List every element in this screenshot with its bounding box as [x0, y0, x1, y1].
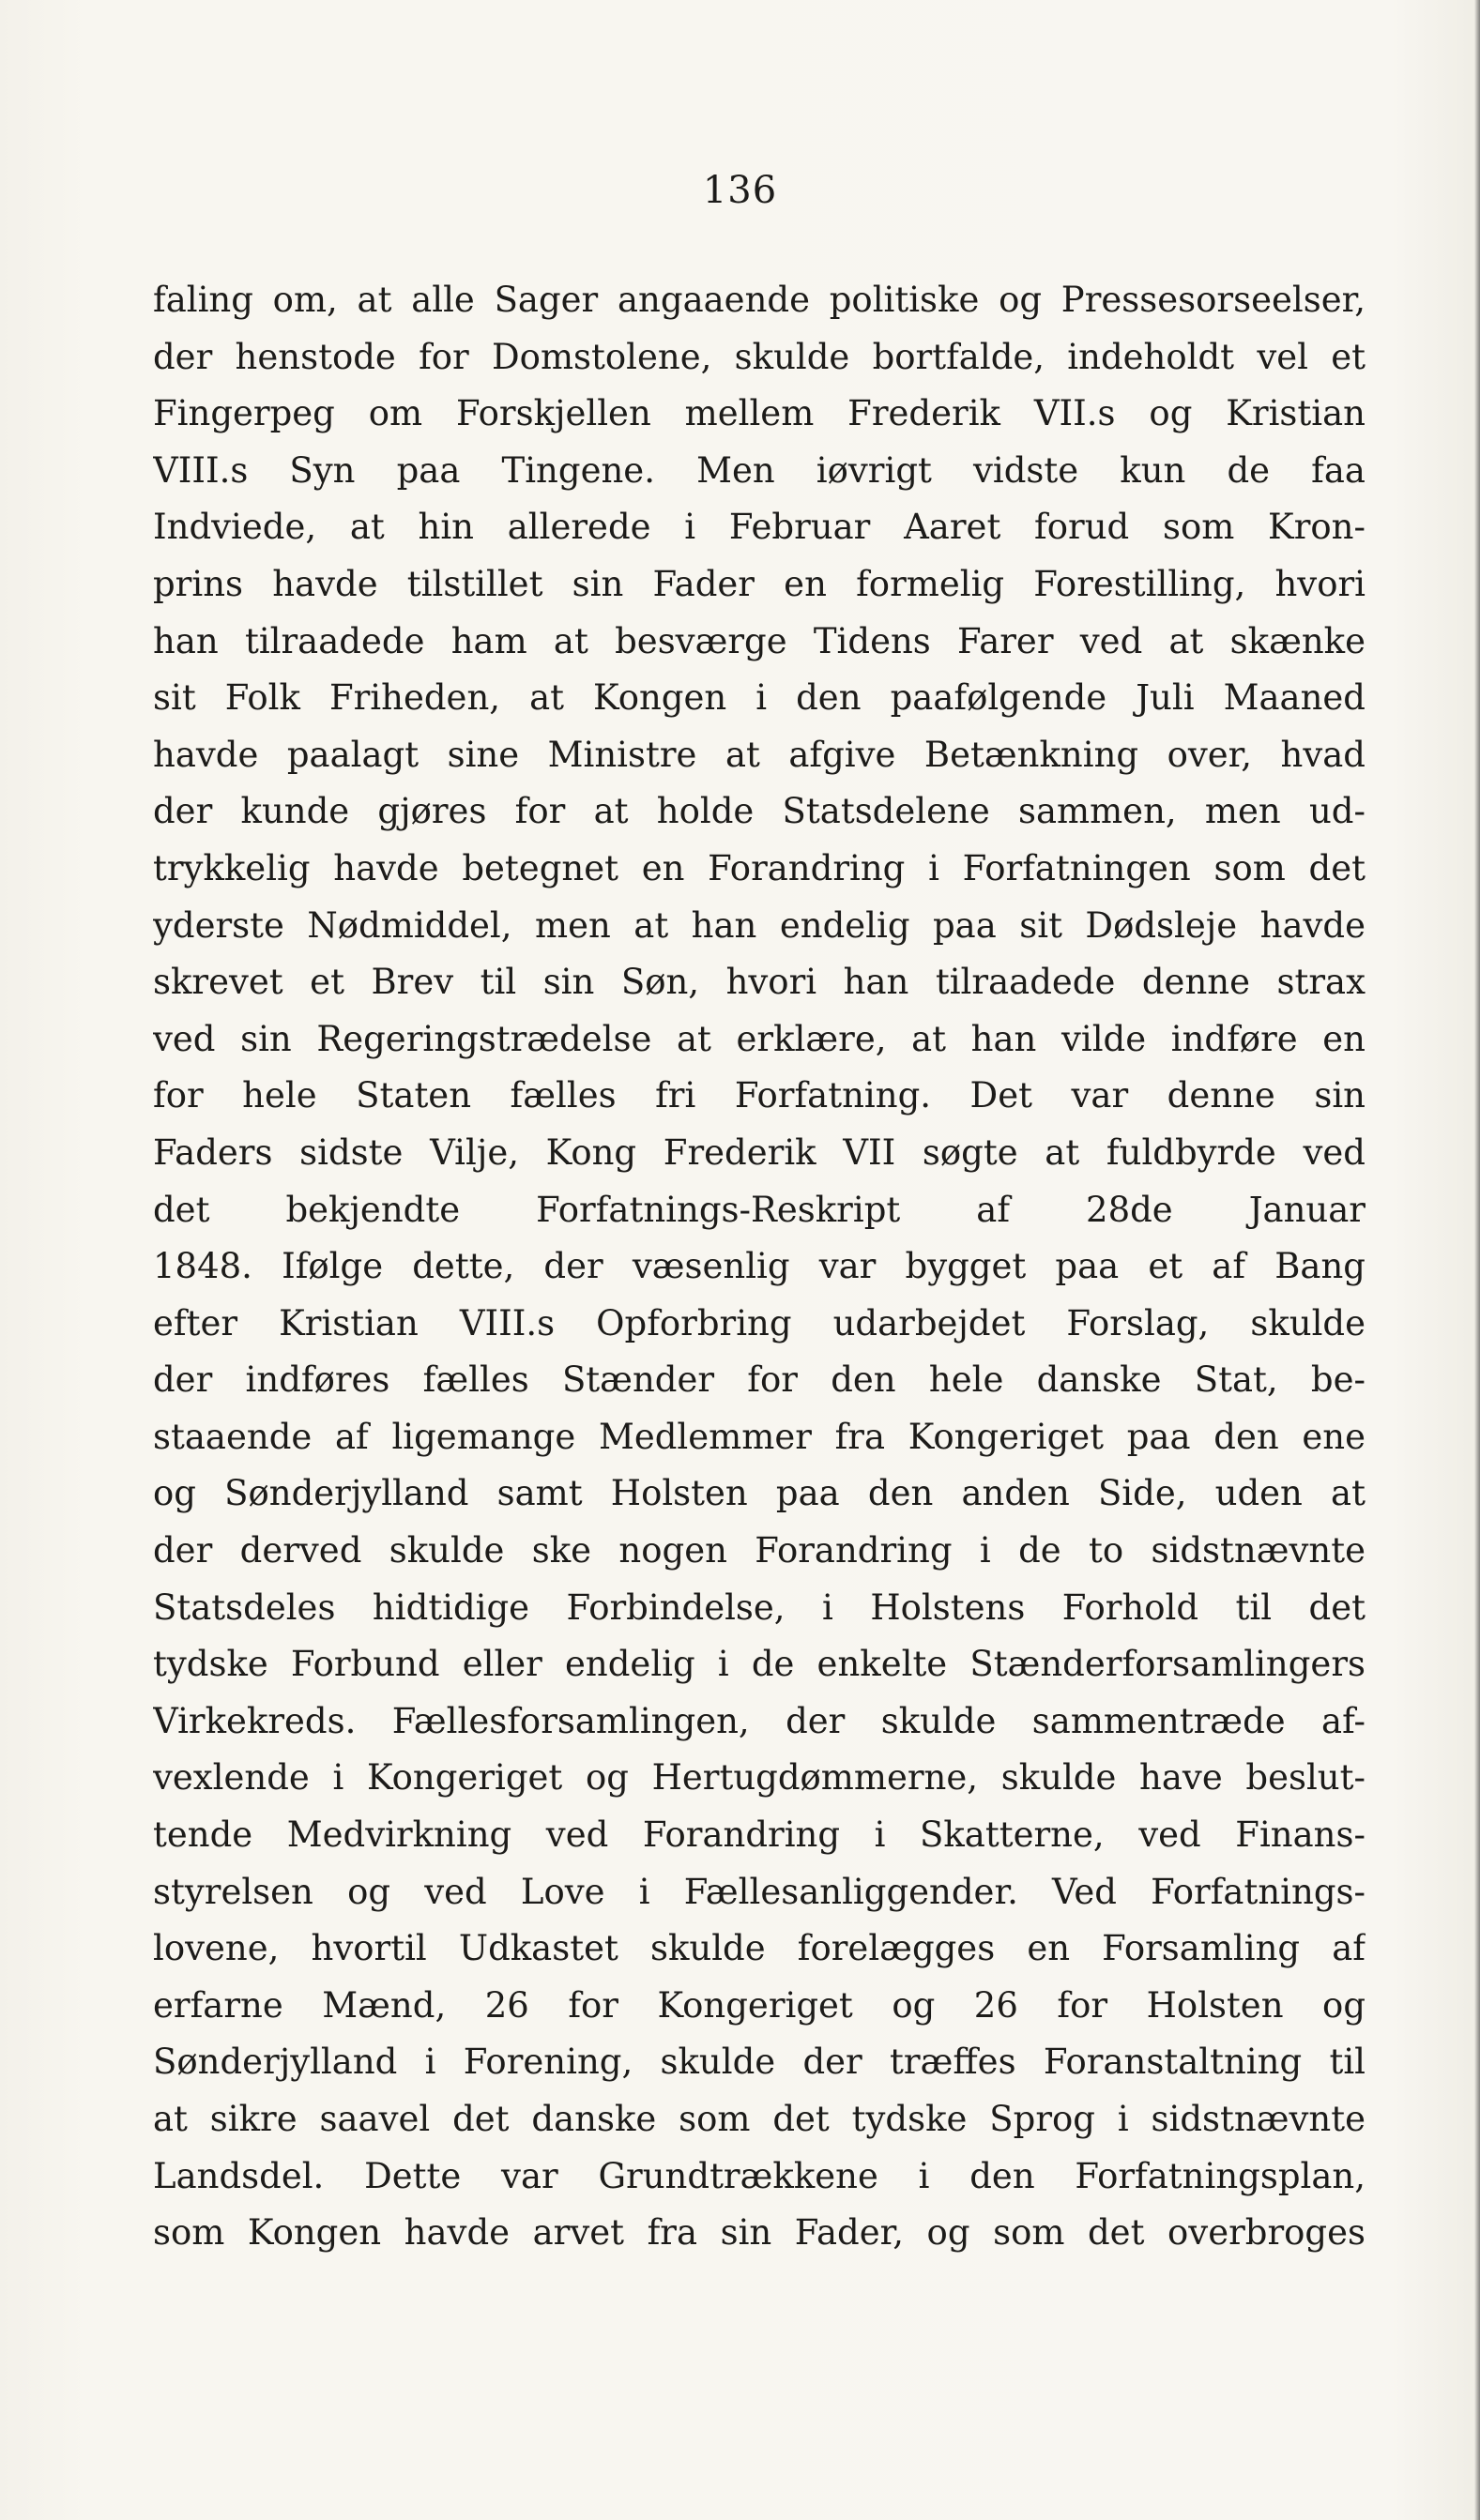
- text-line: prins havde tilstillet sin Fader en formelig Forestilling, hvori: [153, 563, 1366, 604]
- text-line: og Sønderjylland samt Holsten paa den anden Side, uden at: [153, 1473, 1366, 1514]
- text-line: Statsdeles hidtidige Forbindelse, i Holstens Forhold til det: [153, 1586, 1366, 1628]
- text-line: der derved skulde ske nogen Forandring i de to sidstnævnte: [153, 1530, 1366, 1571]
- body-text: [153, 272, 1366, 2262]
- text-line: VIII.s Syn paa Tingene. Men iøvrigt vidste kun de faa: [153, 449, 1366, 491]
- text-line: styrelsen og ved Love i Fællesanliggender. Ved Forfatnings-: [153, 1871, 1366, 1912]
- text-line: sit Folk Friheden, at Kongen i den paafølgende Juli Maaned: [153, 677, 1366, 719]
- text-line: at sikre saavel det danske som det tydske Sprog i sidstnævnte: [153, 2099, 1366, 2139]
- text-line: Landsdel. Dette var Grundtrækkene i den Forfatningsplan,: [153, 2155, 1366, 2196]
- text-line: skrevet et Brev til sin Søn, hvori han tilraadede denne strax: [153, 962, 1366, 1003]
- text-line: tende Medvirkning ved Forandring i Skatterne, ved Finans-: [153, 1814, 1366, 1856]
- text-line: lovene, hvortil Udkastet skulde forelægges en Forsamling af: [153, 1928, 1366, 1969]
- text-line: han tilraadede ham at besværge Tidens Farer ved at skænke: [153, 620, 1366, 661]
- page-edge-shadow: [1474, 0, 1480, 2520]
- text-line: som Kongen havde arvet fra sin Fader, og som det overbroges: [153, 2212, 1366, 2254]
- text-line: for hele Staten fælles fri Forfatning. Det var denne sin: [153, 1075, 1366, 1116]
- text-line: Faders sidste Vilje, Kong Frederik VII søgte at fuldbyrde ved: [153, 1131, 1366, 1173]
- text-line: havde paalagt sine Ministre at afgive Betænkning over, hvad: [153, 734, 1366, 775]
- text-line: der indføres fælles Stænder for den hele danske Stat, be-: [153, 1359, 1366, 1401]
- text-line: vexlende i Kongeriget og Hertugdømmerne, skulde have beslut-: [153, 1757, 1366, 1799]
- text-line: tydske Forbund eller endelig i de enkelte Stænderforsamlingers: [153, 1644, 1366, 1685]
- text-line: erfarne Mænd, 26 for Kongeriget og 26 for Holsten og: [153, 1984, 1366, 2026]
- text-line: staaende af ligemange Medlemmer fra Kongeriget paa den ene: [153, 1416, 1366, 1457]
- text-line: der henstode for Domstolene, skulde bortfalde, indeholdt vel et: [153, 336, 1366, 377]
- text-line: Fingerpeg om Forskjellen mellem Frederik VII.s og Kristian: [153, 393, 1366, 434]
- text-line: ved sin Regeringstrædelse at erklære, at han vilde indføre en: [153, 1018, 1366, 1059]
- text-line: 1848. Ifølge dette, der væsenlig var bygget paa et af Bang: [153, 1246, 1366, 1287]
- text-line: Sønderjylland i Forening, skulde der træffes Foranstaltning til: [153, 2042, 1366, 2083]
- text-line: Virkekreds. Fællesforsamlingen, der skulde sammentræde af-: [153, 1700, 1366, 1741]
- text-line: Indviede, at hin allerede i Februar Aaret forud som Kron-: [153, 507, 1366, 548]
- text-line: faling om, at alle Sager angaaende politiske og Pressesorseelser,: [153, 280, 1366, 320]
- text-line: trykkelig havde betegnet en Forandring i Forfatningen som det: [153, 847, 1366, 888]
- text-line: yderste Nødmiddel, men at han endelig paa sit Dødsleje havde: [153, 904, 1366, 946]
- text-line: efter Kristian VIII.s Opforbring udarbejdet Forslag, skulde: [153, 1302, 1366, 1343]
- page-number: 136: [702, 169, 778, 212]
- text-line: det bekjendte Forfatnings-Reskript af 28de Januar: [153, 1189, 1366, 1230]
- text-line: der kunde gjøres for at holde Statsdelene sammen, men ud-: [153, 791, 1366, 832]
